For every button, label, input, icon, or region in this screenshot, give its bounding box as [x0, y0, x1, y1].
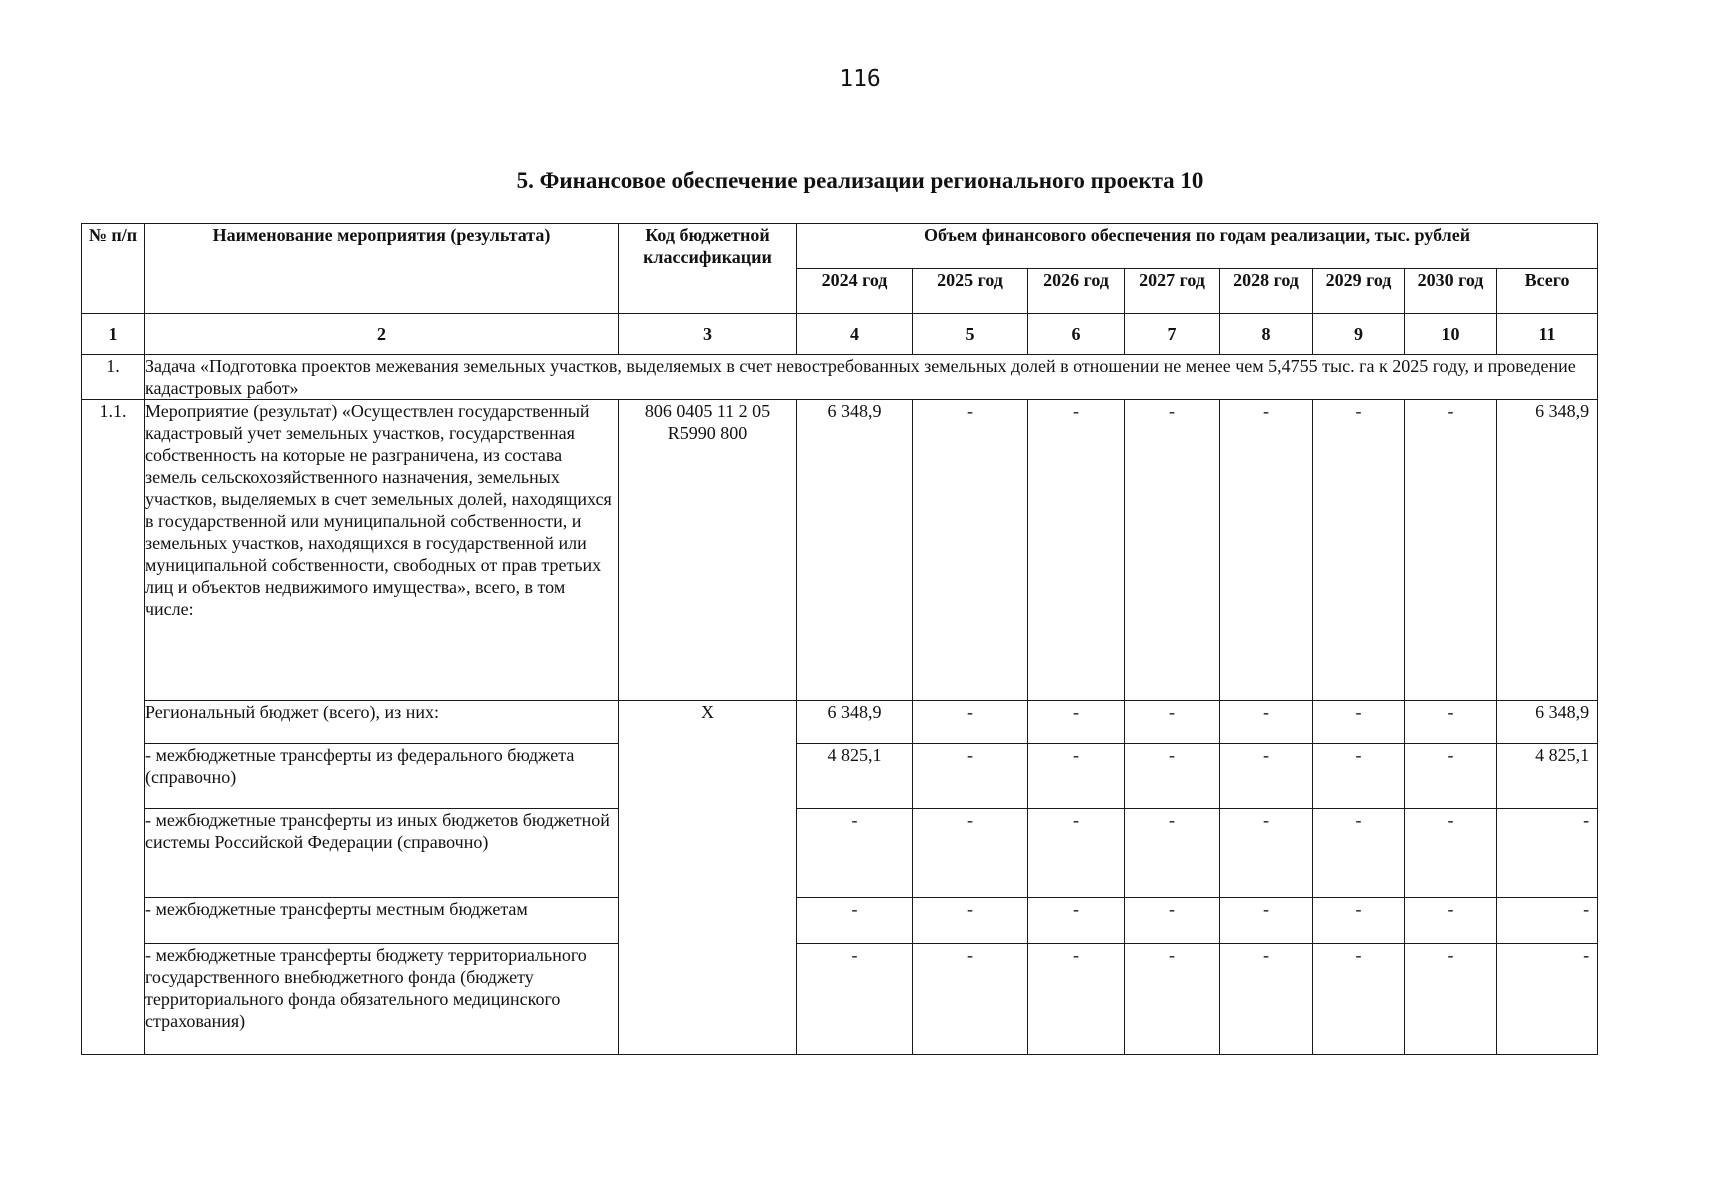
value-cell: 6 348,9	[797, 400, 913, 701]
value-cell: -	[913, 944, 1028, 1055]
header-total: Всего	[1497, 269, 1598, 314]
value-cell: -	[913, 809, 1028, 898]
row-name: - межбюджетные трансферты бюджету территориального государственного внебюджетного фонда (бюджету территориального фонда обязательного медицинского страхования)	[145, 944, 619, 1055]
column-number: 5	[913, 314, 1028, 355]
row-name: - межбюджетные трансферты местным бюджетам	[145, 898, 619, 944]
financing-table	[81, 223, 1598, 1055]
column-number: 8	[1220, 314, 1313, 355]
column-number: 7	[1125, 314, 1220, 355]
value-cell: -	[1028, 809, 1125, 898]
column-number-row	[82, 314, 1598, 355]
value-cell: 6 348,9	[797, 701, 913, 744]
header-num: № п/п	[82, 224, 145, 314]
header-year: 2028 год	[1220, 269, 1313, 314]
column-number: 2	[145, 314, 619, 355]
value-cell: -	[1220, 898, 1313, 944]
value-cell: -	[797, 809, 913, 898]
column-number: 4	[797, 314, 913, 355]
value-cell: -	[1125, 944, 1220, 1055]
header-year: 2026 год	[1028, 269, 1125, 314]
value-cell: -	[797, 898, 913, 944]
task-num: 1.	[82, 355, 145, 400]
section-title: 5. Финансовое обеспечение реализации регионального проекта 10	[516, 168, 1204, 193]
value-cell: -	[1220, 809, 1313, 898]
column-number: 3	[619, 314, 797, 355]
header-volume-group: Объем финансового обеспечения по годам реализации, тыс. рублей	[797, 224, 1598, 269]
value-cell: -	[1125, 744, 1220, 809]
header-year: 2030 год	[1405, 269, 1497, 314]
total-cell: 6 348,9	[1497, 701, 1598, 744]
task-row	[82, 355, 1598, 400]
value-cell: -	[1028, 898, 1125, 944]
total-cell: -	[1497, 898, 1598, 944]
row-name: - межбюджетные трансферты из иных бюджетов бюджетной системы Российской Федерации (справочно)	[145, 809, 619, 898]
table-row	[82, 400, 1598, 701]
total-cell: -	[1497, 809, 1598, 898]
value-cell: -	[913, 400, 1028, 701]
value-cell: -	[1125, 809, 1220, 898]
header-code: Код бюджетной классификации	[619, 224, 797, 314]
value-cell: 4 825,1	[797, 744, 913, 809]
value-cell: -	[1313, 701, 1405, 744]
value-cell: -	[1125, 400, 1220, 701]
value-cell: -	[1028, 944, 1125, 1055]
column-number: 1	[82, 314, 145, 355]
total-cell: -	[1497, 944, 1598, 1055]
header-year: 2027 год	[1125, 269, 1220, 314]
table-row	[82, 898, 1598, 944]
value-cell: -	[797, 944, 913, 1055]
value-cell: -	[1313, 944, 1405, 1055]
value-cell: -	[1220, 400, 1313, 701]
table-row	[82, 809, 1598, 898]
value-cell: -	[1220, 701, 1313, 744]
table-row	[82, 701, 1598, 744]
row-name: - межбюджетные трансферты из федерального бюджета (справочно)	[145, 744, 619, 809]
value-cell: -	[1220, 944, 1313, 1055]
value-cell: -	[1405, 898, 1497, 944]
value-cell: -	[1220, 744, 1313, 809]
row-name: Региональный бюджет (всего), из них:	[145, 701, 619, 744]
row-name: Мероприятие (результат) «Осуществлен государственный кадастровый учет земельных участков, государственная собственность на которые не разграничена, из состава земель сельскохозяйственного назначения, земельных участков, выделяемых в счет земельных долей, находящихся в государственной или муниципальной собственности, и земельных участков, находящихся в государственной или муниципальной собственности, свободных от прав третьих лиц и объектов недвижимого имущества», всего, в том числе:	[145, 400, 619, 701]
column-number: 9	[1313, 314, 1405, 355]
value-cell: -	[913, 744, 1028, 809]
page-number: 116	[839, 66, 881, 92]
value-cell: -	[1313, 400, 1405, 701]
row-num: 1.1.	[82, 400, 145, 1055]
value-cell: -	[1405, 809, 1497, 898]
row-code: 806 0405 11 2 05 R5990 800	[619, 400, 797, 701]
value-cell: -	[1405, 400, 1497, 701]
column-number: 10	[1405, 314, 1497, 355]
row-code: X	[619, 701, 797, 1055]
column-number: 6	[1028, 314, 1125, 355]
table-row	[82, 944, 1598, 1055]
header-year: 2029 год	[1313, 269, 1405, 314]
header-year: 2025 год	[913, 269, 1028, 314]
table-row	[82, 744, 1598, 809]
value-cell: -	[1313, 898, 1405, 944]
value-cell: -	[1028, 400, 1125, 701]
value-cell: -	[1028, 744, 1125, 809]
value-cell: -	[913, 898, 1028, 944]
value-cell: -	[913, 701, 1028, 744]
task-text: Задача «Подготовка проектов межевания земельных участков, выделяемых в счет невостребованных земельных долей в отношении не менее чем 5,4755 тыс. га к 2025 году, и проведение кадастровых работ»	[145, 355, 1598, 400]
value-cell: -	[1405, 944, 1497, 1055]
value-cell: -	[1405, 701, 1497, 744]
value-cell: -	[1125, 701, 1220, 744]
value-cell: -	[1125, 898, 1220, 944]
value-cell: -	[1405, 744, 1497, 809]
total-cell: 4 825,1	[1497, 744, 1598, 809]
value-cell: -	[1313, 809, 1405, 898]
value-cell: -	[1313, 744, 1405, 809]
header-year: 2024 год	[797, 269, 913, 314]
total-cell: 6 348,9	[1497, 400, 1598, 701]
header-name: Наименование мероприятия (результата)	[145, 224, 619, 314]
column-number: 11	[1497, 314, 1598, 355]
value-cell: -	[1028, 701, 1125, 744]
